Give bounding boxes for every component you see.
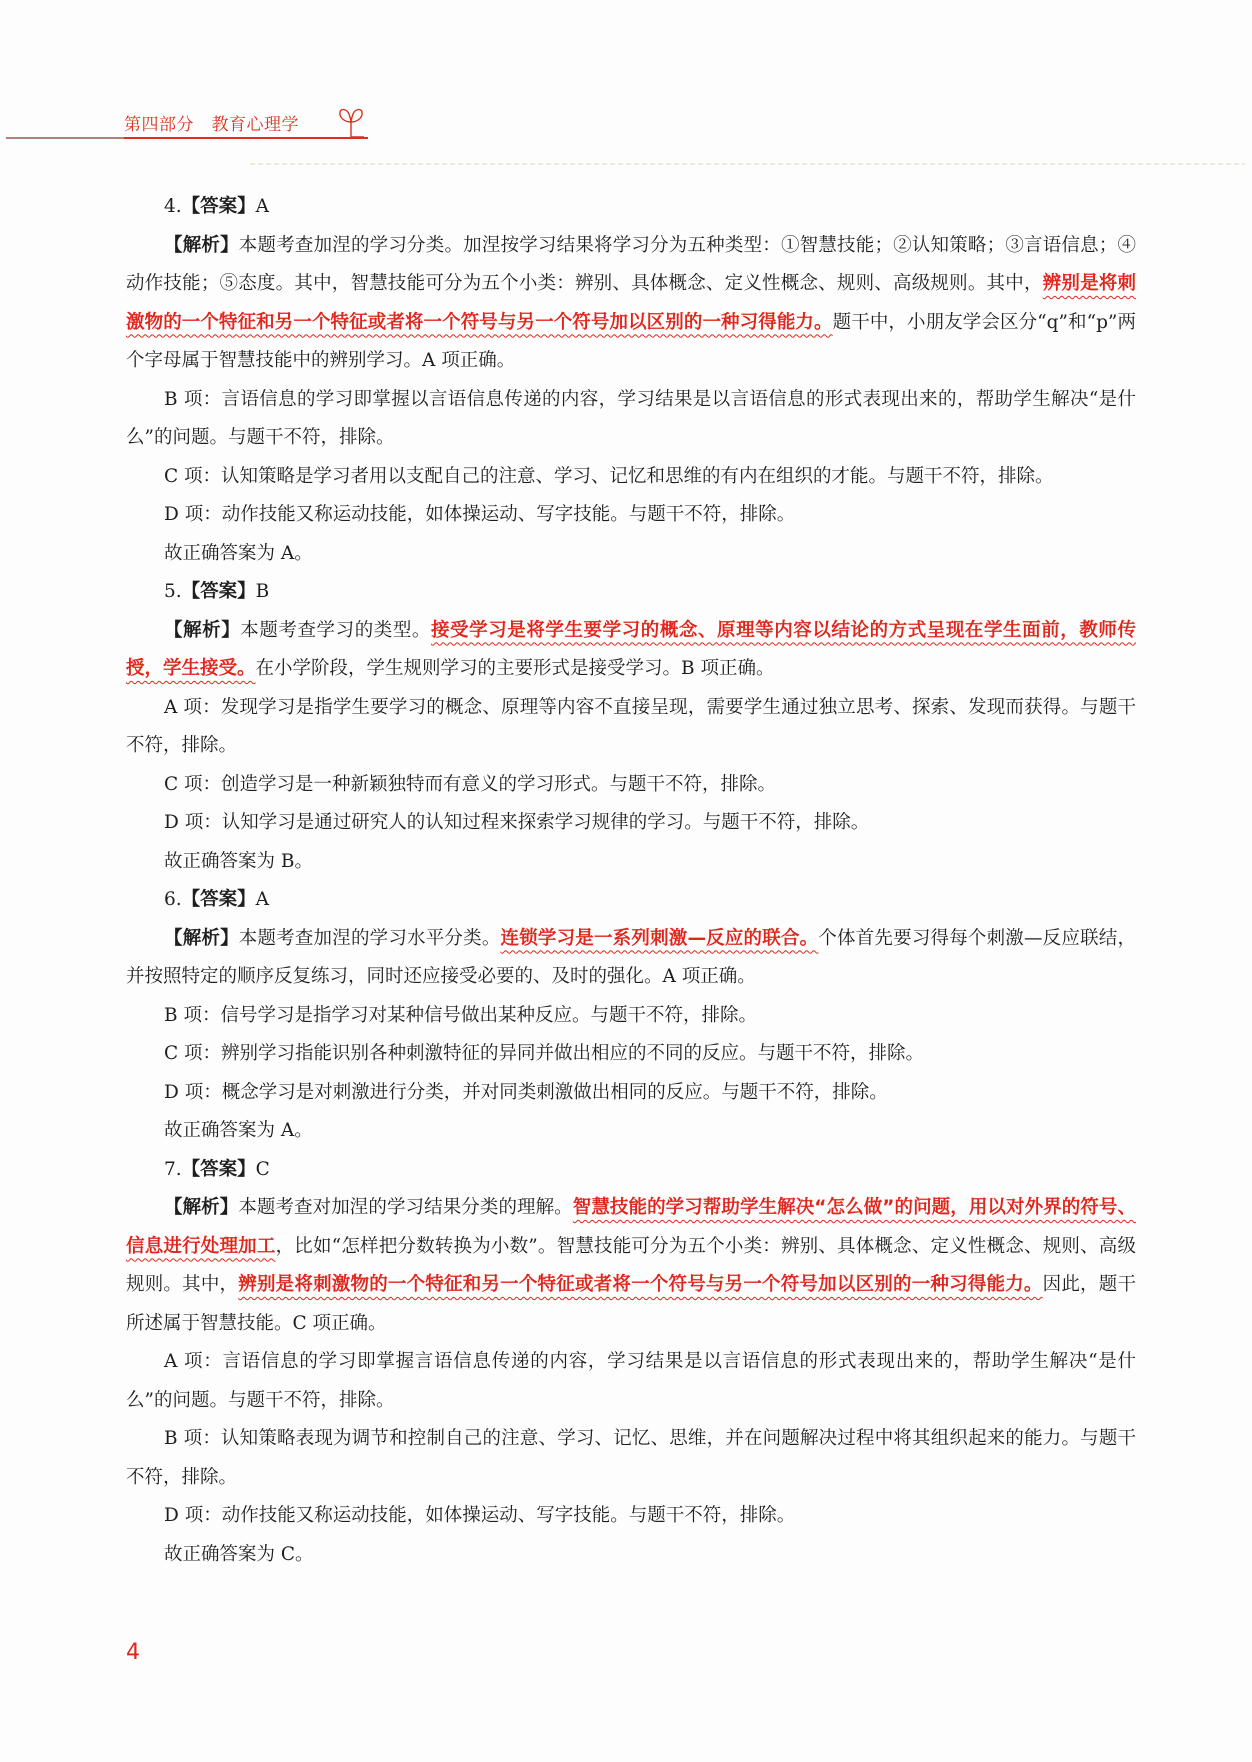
analysis-paragraph: 【解析】本题考查学习的类型。接受学习是将学生要学习的概念、原理等内容以结论的方式呈现在学生面前，教师传授，学生接受。在小学阶段，学生规则学习的主要形式是接受学习。B 项正确。 [126, 619, 1136, 679]
answer-block-7 [126, 1151, 1136, 1575]
answer-block-5 [126, 573, 1136, 881]
option-explanation-c: C 项：辨别学习指能识别各种刺激特征的异同并做出相应的不同的反应。与题干不符，排除。 [164, 1043, 925, 1064]
running-header [0, 100, 380, 140]
answer-heading: 7.【答案】C [164, 1158, 270, 1180]
option-explanation-d: D 项：认知学习是通过研究人的认知过程来探索学习规律的学习。与题干不符，排除。 [164, 812, 870, 833]
header-title: 第四部分 教育心理学 [124, 115, 299, 135]
option-explanation-d: D 项：概念学习是对刺激进行分类，并对同类刺激做出相同的反应。与题干不符，排除。 [164, 1081, 888, 1103]
header-dashed-rule [250, 163, 1245, 165]
highlighted-text: 辨别是将刺激物的一个特征和另一个特征或者将一个符号与另一个符号加以区别的一种习得能力。 [126, 273, 1136, 333]
answer-block-4 [126, 188, 1136, 573]
analysis-paragraph: 【解析】本题考查加涅的学习分类。加涅按学习结果将学习分为五种类型：①智慧技能；②认知策略；③言语信息；④动作技能；⑤态度。其中，智慧技能可分为五个小类：辨别、具体概念、定义性概念、规则、高级规则。其中，辨别是将刺激物的一个特征和另一个特征或者将一个符号与另一个符号加以区别的一种习得能力。题干中，小朋友学会区分“q”和“p”两个字母属于智慧技能中的辨别学习。A 项正确。 [126, 234, 1136, 371]
option-explanation-b: B 项：认知策略表现为调节和控制自己的注意、学习、记忆、思维，并在问题解决过程中将其组织起来的能力。与题干不符，排除。 [126, 1428, 1136, 1488]
sprout-icon [337, 106, 365, 138]
highlighted-text: 辨别是将刺激物的一个特征和另一个特征或者将一个符号与另一个符号加以区别的一种习得能力。 [238, 1274, 1043, 1295]
conclusion: 故正确答案为 B。 [164, 850, 313, 872]
option-explanation-d: D 项：动作技能又称运动技能，如体操运动、写字技能。与题干不符，排除。 [164, 504, 796, 525]
answer-heading: 5.【答案】B [164, 581, 270, 602]
answer-heading: 4.【答案】A [164, 196, 270, 217]
header-rule-red [124, 137, 368, 139]
option-explanation-d: D 项：动作技能又称运动技能，如体操运动、写字技能。与题干不符，排除。 [164, 1505, 796, 1526]
answer-block-6 [126, 881, 1136, 1151]
header-rule-gray [6, 137, 124, 139]
answer-heading: 6.【答案】A [164, 889, 270, 910]
option-explanation-b: B 项：言语信息的学习即掌握以言语信息传递的内容，学习结果是以言语信息的形式表现出来的，帮助学生解决“是什么”的问题。与题干不符，排除。 [126, 388, 1136, 448]
conclusion: 故正确答案为 A。 [164, 542, 313, 564]
analysis-paragraph: 【解析】本题考查加涅的学习水平分类。连锁学习是一系列刺激—反应的联合。个体首先要习得每个刺激—反应联结，并按照特定的顺序反复练习，同时还应接受必要的、及时的强化。A 项正确。 [126, 927, 1136, 987]
option-explanation-a: A 项：言语信息的学习即掌握言语信息传递的内容，学习结果是以言语信息的形式表现出来的，帮助学生解决“是什么”的问题。与题干不符，排除。 [126, 1351, 1136, 1411]
analysis-paragraph: 【解析】本题考查对加涅的学习结果分类的理解。智慧技能的学习帮助学生解决“怎么做”的问题，用以对外界的符号、信息进行处理加工，比如“怎样把分数转换为小数”。智慧技能可分为五个小类：辨别、具体概念、定义性概念、规则、高级规则。其中，辨别是将刺激物的一个特征和另一个特征或者将一个符号与另一个符号加以区别的一种习得能力。因此，题干所述属于智慧技能。C 项正确。 [126, 1197, 1136, 1334]
highlighted-text: 接受学习是将学生要学习的概念、原理等内容以结论的方式呈现在学生面前，教师传授，学生接受。 [126, 619, 1136, 679]
option-explanation-b: B 项：信号学习是指学习对某种信号做出某种反应。与题干不符，排除。 [164, 1004, 757, 1026]
option-explanation-c: C 项：认知策略是学习者用以支配自己的注意、学习、记忆和思维的有内在组织的才能。与题干不符，排除。 [164, 465, 1054, 487]
conclusion: 故正确答案为 C。 [164, 1543, 314, 1565]
conclusion: 故正确答案为 A。 [164, 1120, 313, 1141]
highlighted-text: 连锁学习是一系列刺激—反应的联合。 [500, 927, 819, 949]
page-number: 4 [126, 1640, 140, 1665]
highlighted-text: 智慧技能的学习帮助学生解决“怎么做”的问题，用以对外界的符号、信息进行处理加工 [126, 1197, 1136, 1257]
answer-content [126, 188, 1136, 1574]
option-explanation-c: C 项：创造学习是一种新颖独特而有意义的学习形式。与题干不符，排除。 [164, 773, 777, 795]
option-explanation-a: A 项：发现学习是指学生要学习的概念、原理等内容不直接呈现，需要学生通过独立思考、探索、发现而获得。与题干不符，排除。 [126, 696, 1136, 756]
